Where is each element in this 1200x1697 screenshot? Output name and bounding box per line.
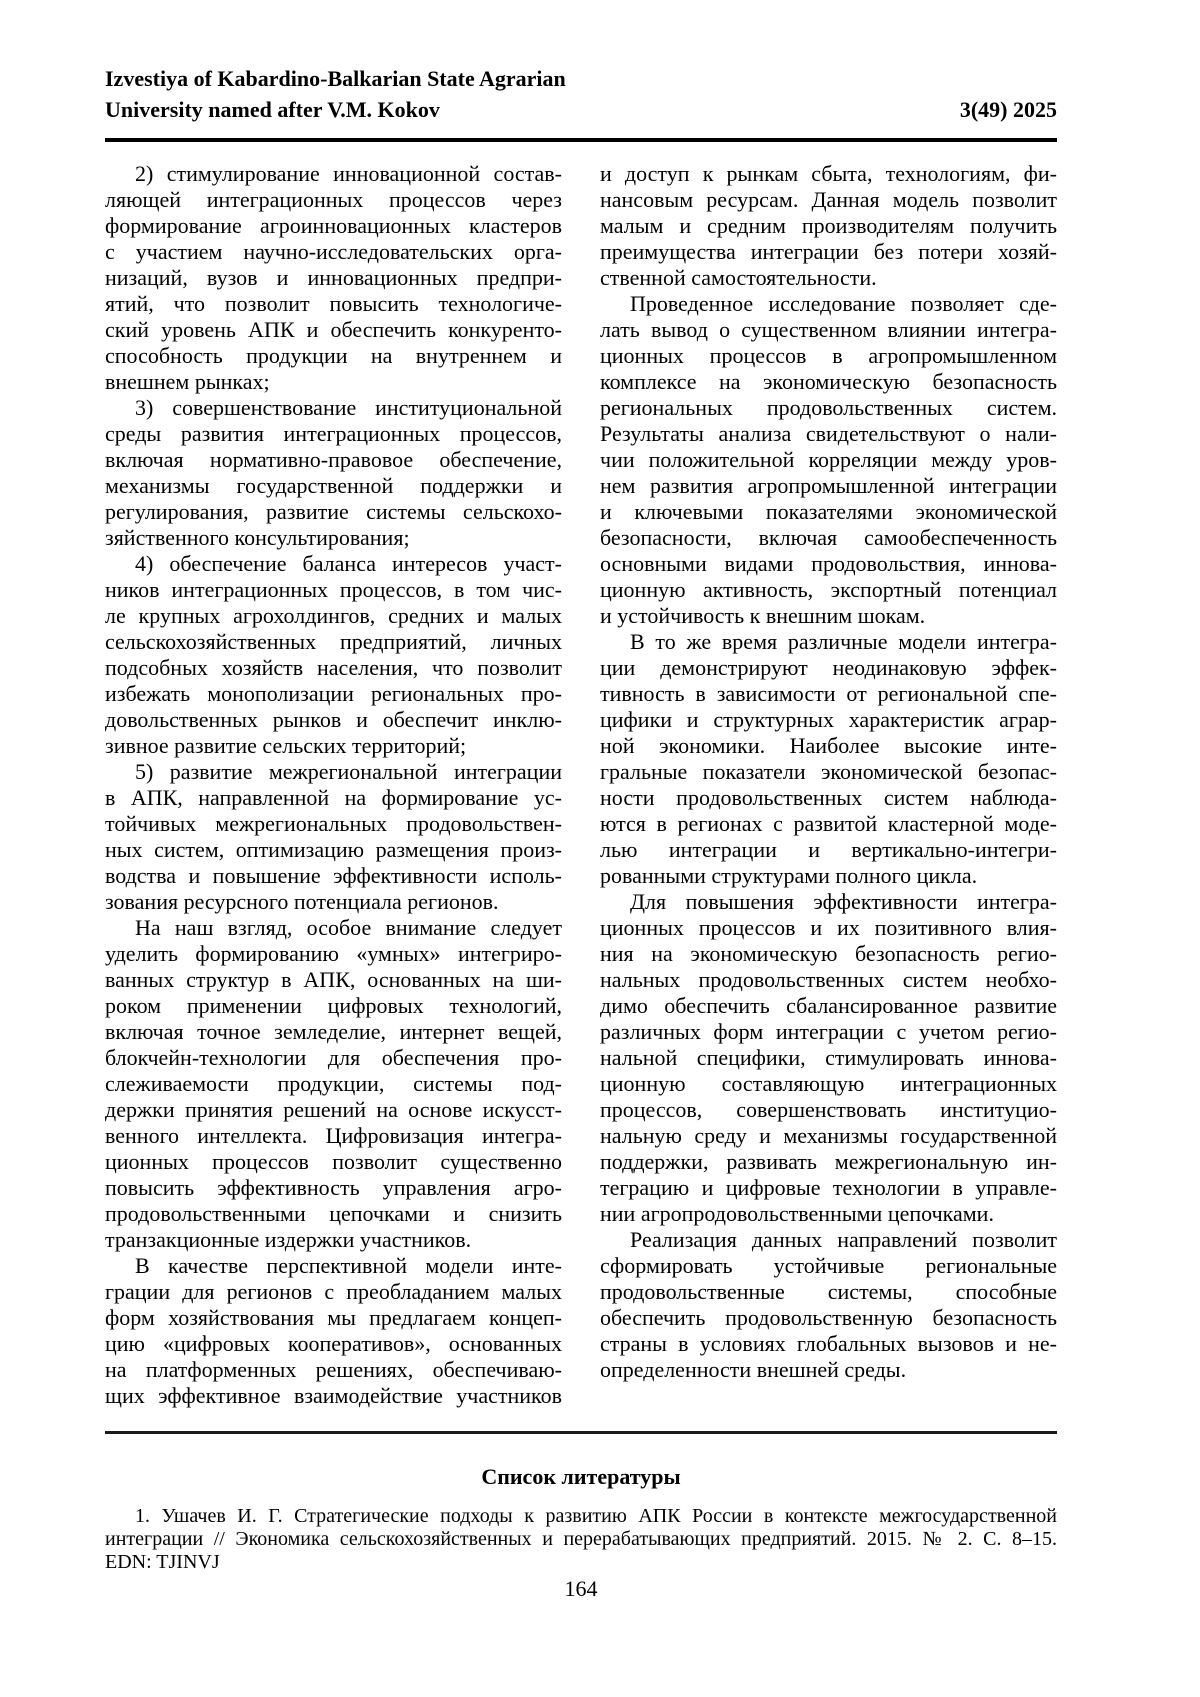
references-heading: Список литературы: [481, 1464, 681, 1489]
text-line: Проведенное исследование позволяет сде-: [630, 291, 1057, 316]
text-line: нии агропродовольственными цепочками.: [600, 1201, 994, 1226]
paragraph: [600, 889, 1057, 1227]
text-line: довольственных рынков и обеспечит инклю-: [105, 707, 562, 732]
text-line: обеспечить продовольственную безопасность: [600, 1305, 1057, 1330]
text-line: На наш взгляд, особое внимание следует: [135, 915, 562, 940]
text-line: способность продукции на внутреннем и: [105, 343, 562, 368]
paragraph: [105, 1505, 1057, 1574]
footer-divider-rule: [105, 1431, 1057, 1434]
text-line: сформировать устойчивые региональные: [600, 1253, 1057, 1278]
text-line: лать вывод о существенном влиянии интегра-: [600, 317, 1057, 342]
text-line: нансовым ресурсам. Данная модель позволит: [600, 187, 1057, 212]
paragraph: [105, 915, 562, 1253]
text-line: включая нормативно-правовое обеспечение,: [105, 447, 562, 472]
text-line: роком применении цифровых технологий,: [105, 993, 562, 1018]
text-line: сельскохозяйственных предприятий, личных: [105, 629, 562, 654]
text-line: ционных процессов в агропромышленном: [600, 343, 1057, 368]
text-line: EDN: TJINVJ: [105, 1551, 220, 1573]
paragraph: [105, 395, 562, 551]
text-line: чии положительной корреляции между уров-: [600, 447, 1057, 472]
text-line: ванных структур в АПК, основанных на ши-: [105, 967, 562, 992]
text-line: ятий, что позволит повысить технологиче-: [105, 291, 562, 316]
text-line: зования ресурсного потенциала регионов.: [105, 889, 499, 914]
text-line: транзакционные издержки участников.: [105, 1227, 472, 1252]
paragraph: [105, 1253, 562, 1409]
page-number: 164: [564, 1576, 598, 1601]
text-line: ционную активность, экспортный потенциал: [600, 577, 1057, 602]
text-line: зивное развитие сельских территорий;: [105, 733, 467, 758]
text-line: внешнем рынках;: [105, 369, 270, 394]
text-line: держки принятия решений на основе искусст-: [105, 1097, 562, 1122]
text-line: рованными структурами полного цикла.: [600, 863, 978, 888]
text-line: форм хозяйствования мы предлагаем концеп-: [105, 1305, 562, 1330]
text-line: гральные показатели экономической безопас-: [600, 759, 1057, 784]
text-line: ются в регионах с развитой кластерной моде-: [600, 811, 1057, 836]
text-line: 3) совершенствование институциональной: [135, 395, 562, 420]
text-line: различных форм интеграции с учетом регио-: [600, 1019, 1057, 1044]
text-line: 2) стимулирование инновационной состав-: [135, 161, 562, 186]
text-line: ционную составляющую интеграционных: [600, 1071, 1057, 1096]
text-line: В то же время различные модели интегра-: [630, 629, 1057, 654]
text-line: лью интеграции и вертикально-интегри-: [600, 837, 1057, 862]
text-line: и ключевыми показателями экономической: [600, 499, 1057, 524]
text-line: низаций, вузов и инновационных предпри-: [105, 265, 562, 290]
text-line: теграцию и цифровые технологии в управле-: [600, 1175, 1057, 1200]
paragraph: [600, 1227, 1057, 1383]
text-line: щих эффективное взаимодействие участников: [105, 1383, 562, 1408]
text-line: нем развития агропромышленной интеграции: [600, 473, 1057, 498]
text-line: слеживаемости продукции, системы под-: [105, 1071, 562, 1096]
text-line: региональных продовольственных систем.: [600, 395, 1057, 420]
text-line: цифики и структурных характеристик аграр-: [600, 707, 1057, 732]
text-line: определенности внешней среды.: [600, 1357, 907, 1382]
text-line: в АПК, направленной на формирование ус-: [105, 785, 562, 810]
text-line: и доступ к рынкам сбыта, технологиям, фи-: [600, 161, 1057, 186]
text-line: поддержки, развивать межрегиональную ин-: [600, 1149, 1057, 1174]
text-line: Реализация данных направлений позволит: [630, 1227, 1057, 1252]
paragraph: [105, 551, 562, 759]
text-line: включая точное земледелие, интернет вещей,: [105, 1019, 562, 1044]
text-line: Результаты анализа свидетельствуют о нали-: [600, 421, 1057, 446]
text-line: на платформенных решениях, обеспечиваю-: [105, 1357, 562, 1382]
text-line: подсобных хозяйств населения, что позволит: [105, 655, 562, 680]
header-divider-rule: [105, 138, 1057, 142]
text-line: ский уровень АПК и обеспечить конкуренто-: [105, 317, 562, 342]
text-line: ния на экономическую безопасность регио-: [600, 941, 1057, 966]
paragraph: [600, 629, 1057, 889]
text-line: нальную среду и механизмы государственной: [600, 1123, 1057, 1148]
text-line: избежать монополизации региональных про-: [105, 681, 562, 706]
text-line: ственной самостоятельности.: [600, 265, 877, 290]
text-line: повысить эффективность управления агро-: [105, 1175, 562, 1200]
text-line: механизмы государственной поддержки и: [105, 473, 562, 498]
text-line: продовольственные системы, способные: [600, 1279, 1057, 1304]
text-line: Для повышения эффективности интегра-: [630, 889, 1057, 914]
text-line: ционных процессов и их позитивного влия-: [600, 915, 1057, 940]
text-line: интеграции // Экономика сельскохозяйственных и перерабатывающих предприятий. 2015. № 2. С. 8–15.: [105, 1528, 1057, 1550]
text-line: зяйственного консультирования;: [105, 525, 410, 550]
text-line: 1. Ушачев И. Г. Стратегические подходы к развитию АПК России в контексте межгосударственной: [135, 1505, 1057, 1527]
text-line: уделить формированию «умных» интегриро-: [105, 941, 562, 966]
text-line: основными видами продовольствия, иннова-: [600, 551, 1057, 576]
paragraph: [600, 161, 1057, 291]
text-line: ности продовольственных систем наблюда-: [600, 785, 1057, 810]
text-line: венного интеллекта. Цифровизация интегра-: [105, 1123, 562, 1148]
text-line: блокчейн-технологии для обеспечения про-: [105, 1045, 562, 1070]
text-line: страны в условиях глобальных вызовов и не-: [600, 1331, 1057, 1356]
text-line: нальной специфики, стимулировать иннова-: [600, 1045, 1057, 1070]
journal-title-line2: University named after V.M. Kokov: [105, 97, 440, 122]
text-line: 4) обеспечение баланса интересов участ-: [135, 551, 562, 576]
right-column: [600, 161, 1057, 1383]
text-line: преимущества интеграции без потери хозяй-: [600, 239, 1057, 264]
text-line: безопасности, включая самообеспеченность: [600, 525, 1057, 550]
text-line: процессов, совершенствовать институцио-: [600, 1097, 1057, 1122]
text-line: ных систем, оптимизацию размещения произ-: [105, 837, 562, 862]
text-line: формирование агроинновационных кластеров: [105, 213, 562, 238]
paragraph: [105, 161, 562, 395]
issue-number: 3(49) 2025: [959, 97, 1057, 122]
left-column: [105, 161, 562, 1409]
text-line: комплексе на экономическую безопасность: [600, 369, 1057, 394]
text-line: ции демонстрируют неодинаковую эффек-: [600, 655, 1057, 680]
paragraph: [600, 291, 1057, 629]
text-line: водства и повышение эффективности исполь-: [105, 863, 562, 888]
text-line: регулирования, развитие системы сельскохо-: [105, 499, 562, 524]
text-line: ников интеграционных процессов, в том чис-: [105, 577, 562, 602]
references-list: [105, 1505, 1057, 1574]
paragraph: [105, 759, 562, 915]
text-line: с участием научно-исследовательских орга-: [105, 239, 562, 264]
text-line: ляющей интеграционных процессов через: [105, 187, 562, 212]
text-line: димо обеспечить сбалансированное развитие: [600, 993, 1057, 1018]
text-line: продовольственными цепочками и снизить: [105, 1201, 562, 1226]
text-line: грации для регионов с преобладанием малых: [105, 1279, 562, 1304]
text-line: ле крупных агрохолдингов, средних и малых: [105, 603, 562, 628]
text-line: и устойчивость к внешним шокам.: [600, 603, 926, 628]
text-line: среды развития интеграционных процессов,: [105, 421, 562, 446]
text-line: тивность в зависимости от региональной спе-: [600, 681, 1057, 706]
text-line: ной экономики. Наиболее высокие инте-: [600, 733, 1057, 758]
text-line: цию «цифровых кооперативов», основанных: [105, 1331, 562, 1356]
journal-title-line1: Izvestiya of Kabardino-Balkarian State Agrarian: [105, 66, 566, 91]
text-line: ционных процессов позволит существенно: [105, 1149, 562, 1174]
text-line: малым и средним производителям получить: [600, 213, 1057, 238]
text-line: 5) развитие межрегиональной интеграции: [135, 759, 562, 784]
text-line: В качестве перспективной модели инте-: [135, 1253, 562, 1278]
text-line: тойчивых межрегиональных продовольствен-: [105, 811, 562, 836]
text-line: нальных продовольственных систем необхо-: [600, 967, 1057, 992]
